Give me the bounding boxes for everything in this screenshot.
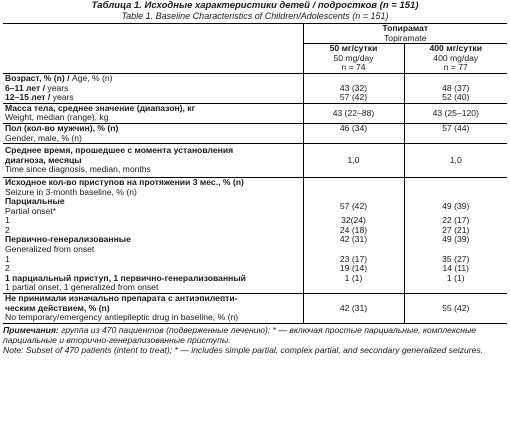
row-partial-and-generalized: 1 парциальный приступ, 1 первично-генерализованный 1 partial onset, 1 generalized from onset 1 (1) 1 (1) (3, 274, 507, 294)
row-generalized-2: 2 19 (14) 14 (11) (3, 264, 507, 274)
header-row-group (3, 24, 507, 44)
group-label-ru: Топирамат (382, 23, 429, 33)
row-age-12-15: 12–15 лет / years 57 (42) 52 (40) (3, 93, 507, 103)
group-label-en: Topiramate (384, 32, 427, 43)
table-caption-en: Table 1. Baseline Characteristics of Children/Adolescents (n = 151) (121, 11, 389, 21)
row-generalized-1: 1 23 (17) 35 (27) (3, 255, 507, 265)
table-notes (3, 325, 507, 355)
row-age: Возраст, % (n) / Age, % (n) (3, 73, 507, 83)
row-primary-generalized: Первично-генерализованные Generalized from onset 42 (31) 49 (39) (3, 235, 507, 254)
col-400mg-header: 400 мг/сутки 400 mg/day n = 77 (404, 44, 507, 74)
table-caption-ru: Таблица 1. Исходные характеристики детей / подростков (n = 151) (91, 0, 419, 11)
row-gender: Пол (кол-во мужчин), % (n) Gender, male, % (n) 46 (34) 57 (44) (3, 123, 507, 143)
row-partial: Парциальные Partial onset* 57 (42) 49 (39) (3, 197, 507, 216)
row-partial-2: 2 24 (18) 27 (21) (3, 226, 507, 236)
row-weight: Масса тела, среднее значение (диапазон), кг Weight, median (range), kg 43 (22–88) 43 (25–120) (3, 103, 507, 123)
row-seizures-header: Исходное кол-во приступов на протяжении 3 мес., % (n) Seizure in 3-month baseline, % (n) (3, 177, 507, 197)
header-row-doses (3, 44, 507, 74)
col-50mg-header: 50 мг/сутки 50 mg/day n = 74 (303, 44, 404, 74)
group-header (303, 24, 507, 44)
row-partial-1: 1 32(24) 22 (17) (3, 216, 507, 226)
row-no-aed: Не принимали изначально препарата с антиэпилепти-ческим действием, % (n) No temporary/emergency antiepileptic drug in baseline, % (n) 42 (31) 55 (42) (3, 294, 507, 324)
baseline-table (3, 23, 507, 324)
row-age-6-11: 6–11 лет / years 43 (32) 48 (37) (3, 84, 507, 94)
notes-en: Note: Subset of 470 patients (intent to treat); * — includes simple partial, complex partial, and secondary generalized seizures. (3, 344, 484, 355)
table-figure (3, 1, 507, 355)
notes-ru: Примечания: группа из 470 пациентов (подверженные лечению); * — включая простые парциальные, комплексные парциальные и вторично-генерализованные приступы. (3, 324, 477, 345)
row-time-since-diagnosis: Среднее время, прошедшее с момента установления диагноза, месяцы Time since diagnosis, median, months 1,0 1,0 (3, 144, 507, 178)
